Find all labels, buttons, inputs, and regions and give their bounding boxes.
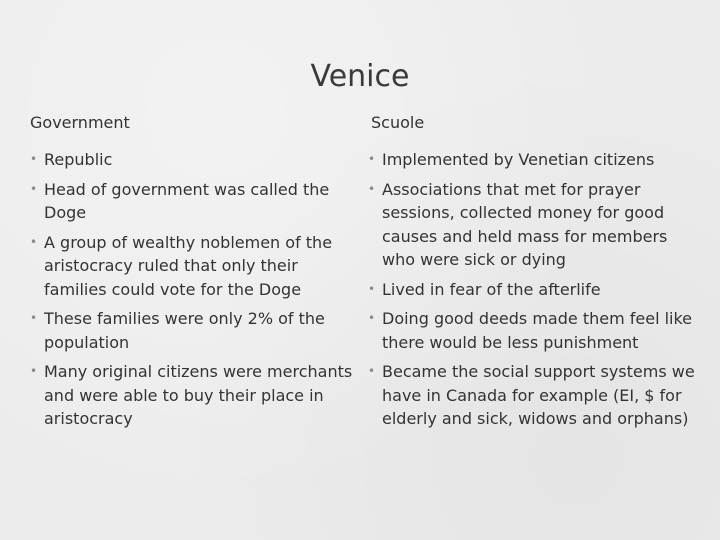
bullet-icon: • [30,152,38,166]
government-bullet-list [30,148,360,437]
list-item [368,178,698,272]
slide-title: Venice [310,59,410,94]
list-item [368,148,698,172]
bullet-icon: • [30,364,38,378]
list-item [30,231,360,302]
scuole-bullet-list [368,148,698,437]
list-item [368,307,698,354]
bullet-icon: • [368,364,376,378]
bullet-text: Many original citizens were merchants and were able to buy their place in aristocracy [44,362,353,428]
bullet-icon: • [368,281,376,296]
list-item [30,148,360,172]
bullet-icon: • [30,181,38,196]
bullet-icon: • [30,311,38,325]
bullet-text: A group of wealthy noblemen of the aristocracy ruled that only their families could vote for the Doge [44,232,333,299]
scuole-heading: Scuole [371,113,425,132]
government-heading: Government [30,113,130,132]
bullet-text: Doing good deeds made them feel like there would be less punishment [382,309,693,352]
bullet-icon: • [368,181,376,196]
bullet-text: Lived in fear of the afterlife [382,279,601,299]
bullet-text: Associations that met for prayer sessions, collected money for good causes and held mass for members who were sick or dying [382,179,668,269]
list-item [30,307,360,354]
bullet-text: Head of government was called the Doge [44,179,330,222]
list-item [30,178,360,225]
list-item [30,360,360,431]
bullet-icon: • [30,234,38,249]
list-item [368,360,698,431]
bullet-text: These families were only 2% of the population [44,309,325,352]
bullet-text: Became the social support systems we have in Canada for example (EI, $ for elderly and sick, widows and orphans) [382,362,695,428]
bullet-icon: • [368,311,376,325]
bullet-text: Implemented by Venetian citizens [382,150,655,169]
bullet-icon: • [368,152,376,166]
list-item [368,278,698,302]
bullet-text: Republic [44,150,113,169]
